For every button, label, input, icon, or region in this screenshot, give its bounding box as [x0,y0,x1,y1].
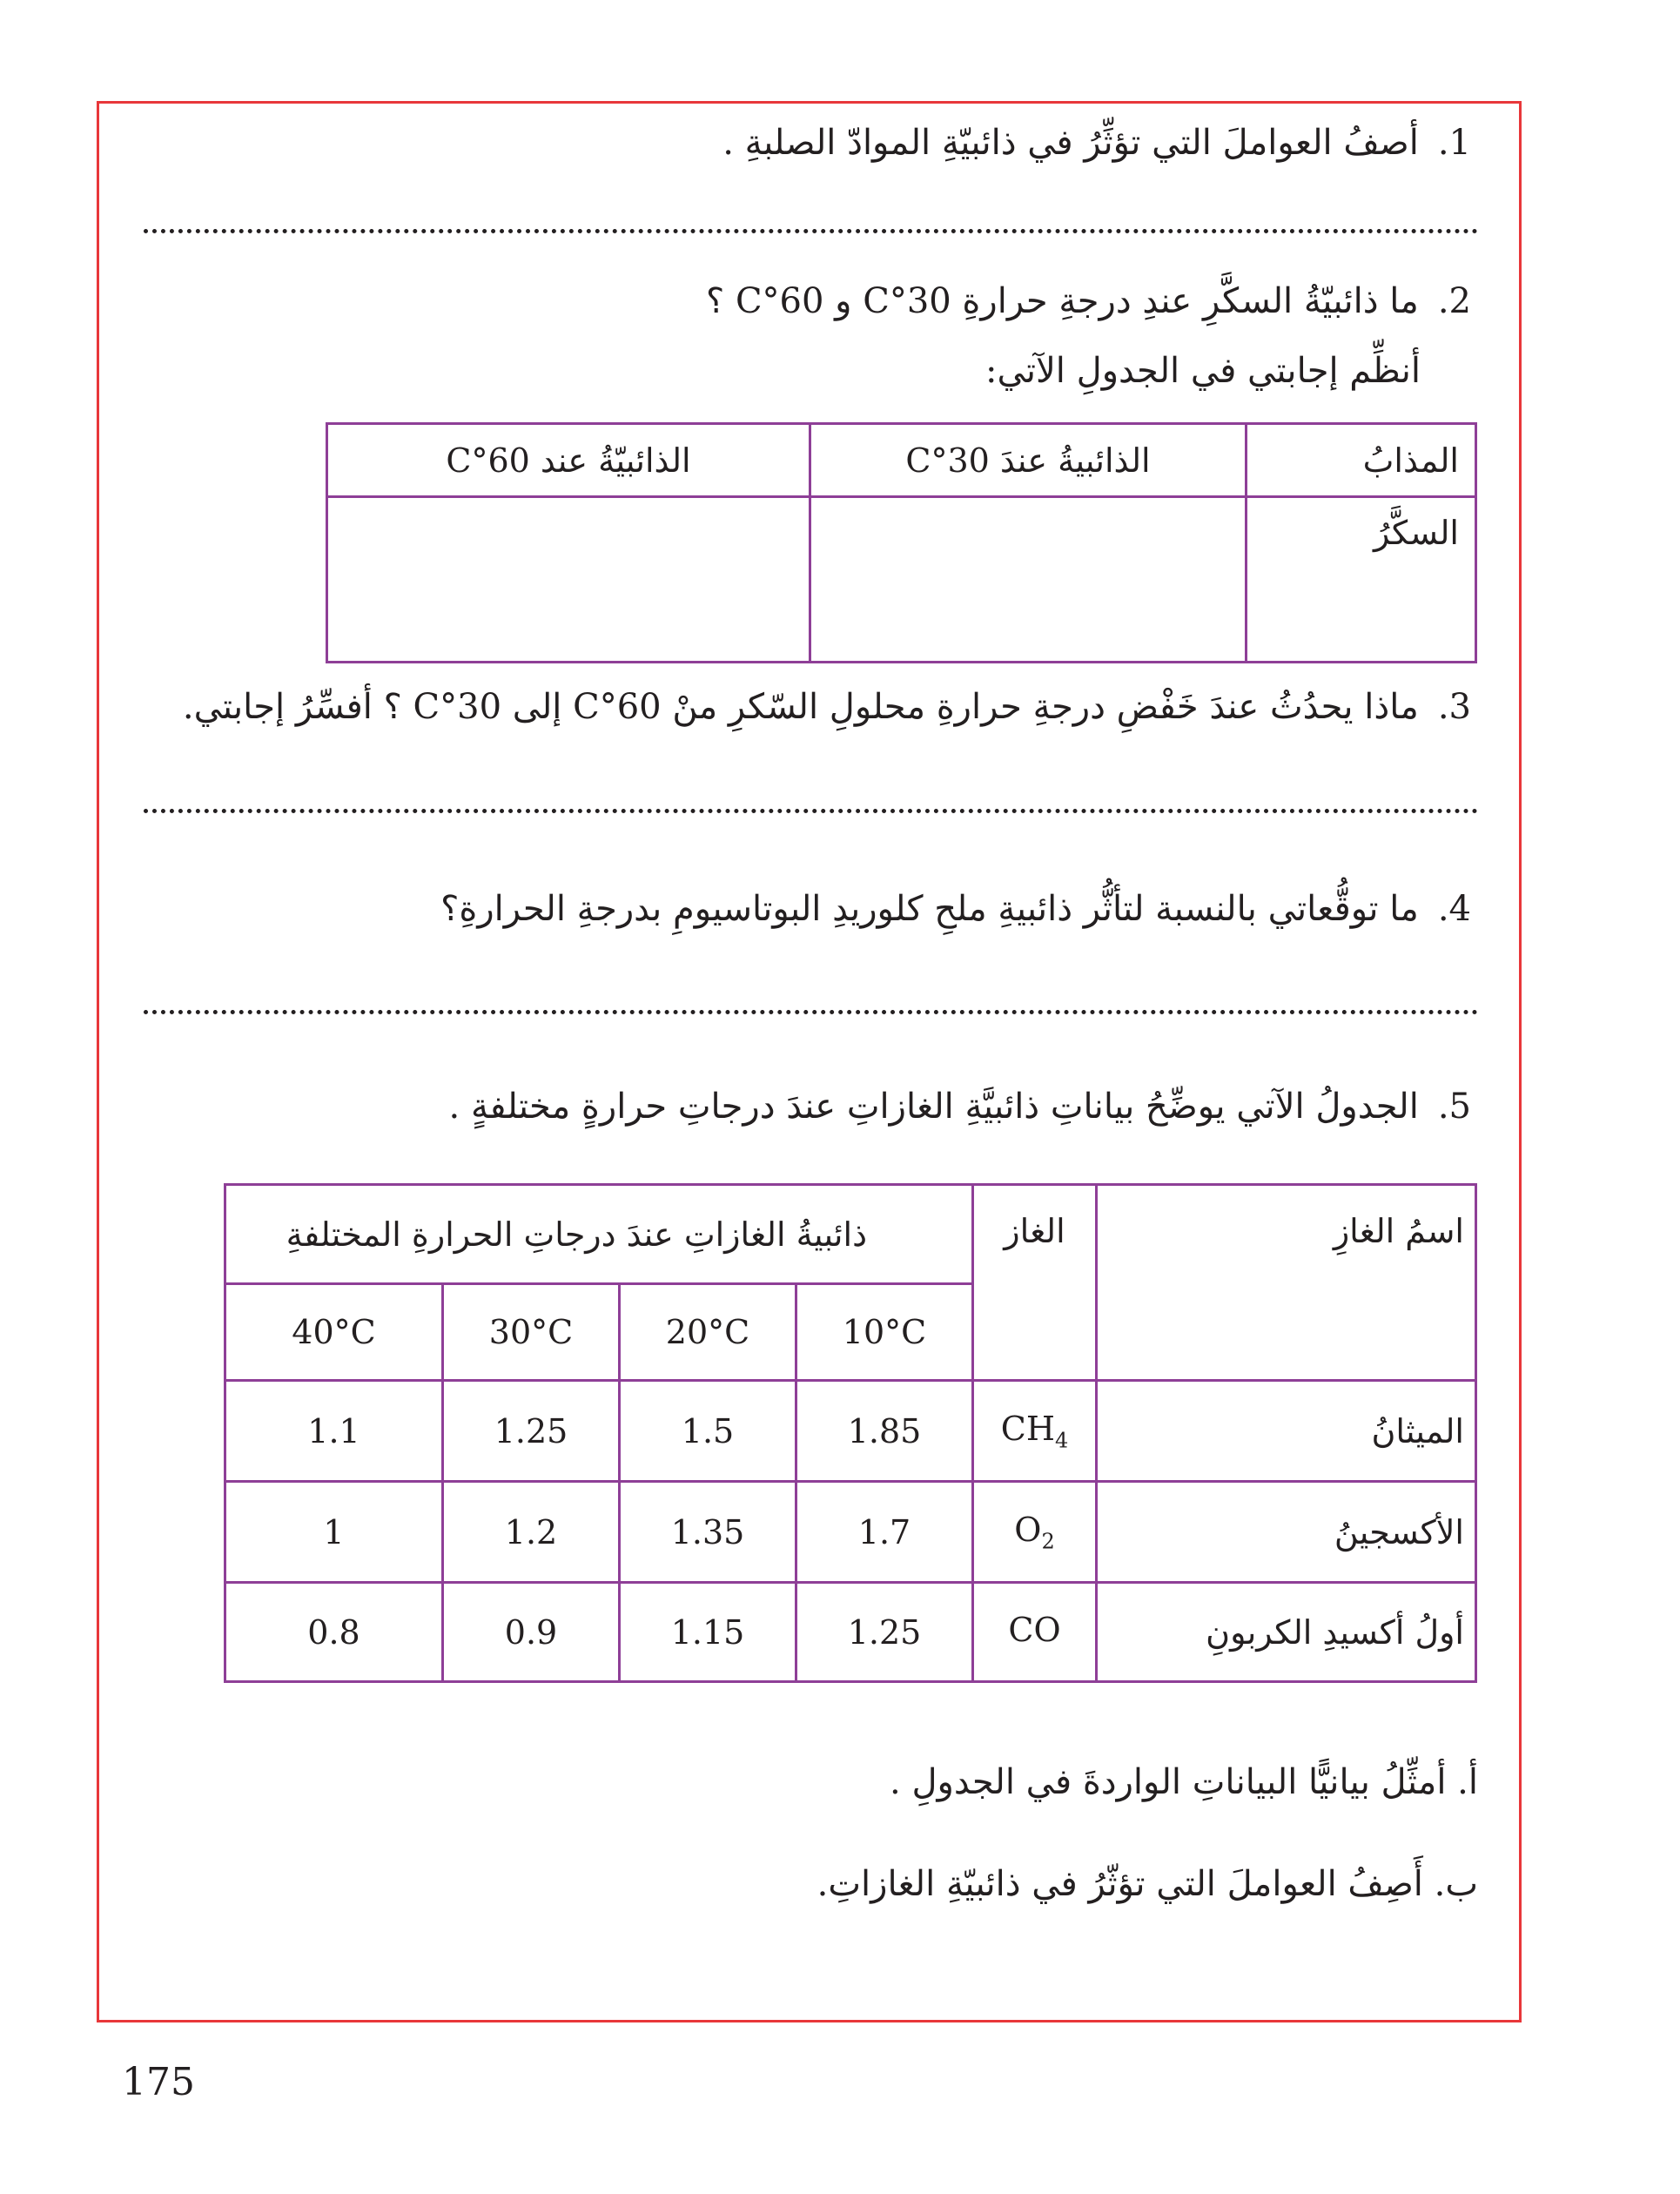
table-row [225,1381,1476,1482]
question-5a: أ. أمثِّلُ بيانيًّا البياناتِ الواردةَ في الجدولِ . [890,1762,1478,1802]
table-header-row [327,424,1476,497]
answer-cell-60c[interactable] [327,497,810,663]
question-2: 2.ما ذائبيّةُ السكَّرِ عندِ درجةِ حرارةِ 30°C و 60°C ؟ [705,281,1471,321]
value-cell: 1.5 [620,1381,796,1482]
sugar-solubility-table [326,422,1477,663]
header-60c: الذائبيّةُ عند 60°C [327,424,810,497]
value-cell: 1.1 [225,1381,443,1482]
gas-formula: $CH_4$ [973,1381,1097,1482]
header-temp: 20°C [620,1284,796,1381]
value-cell: 1.15 [620,1583,796,1682]
table-row [327,497,1476,663]
value-cell: 0.8 [225,1583,443,1682]
header-temp: 40°C [225,1284,443,1381]
header-30c: الذائبيةُ عندَ 30°C [810,424,1247,497]
value-cell: 0.9 [443,1583,620,1682]
header-temp: 10°C [796,1284,973,1381]
question-1: 1.أصفُ العواملَ التي تؤثِّرُ في ذائبيّةِ الموادّ الصلبةِ . [722,123,1471,163]
header-temp: 30°C [443,1284,620,1381]
gas-name: الأكسجينُ [1097,1482,1476,1583]
value-cell: 1.25 [796,1583,973,1682]
header-solubility: ذائبيةُ الغازاتِ عندَ درجاتِ الحرارةِ المختلفةِ [225,1185,973,1284]
answer-cell-30c[interactable] [810,497,1247,663]
table-row [225,1583,1476,1682]
gas-name: الميثانُ [1097,1381,1476,1482]
question-2-instruction: أنظِّم إجابتي في الجدولِ الآتي: [985,351,1421,391]
question-5: 5.الجدولُ الآتي يوضِّحُ بياناتِ ذائبيَّةِ الغازاتِ عندَ درجاتِ حرارةٍ مختلفةٍ . [448,1087,1471,1127]
table-header-row [225,1185,1476,1284]
gas-formula: CO [973,1583,1097,1682]
question-3: 3.ماذا يحدُثُ عندَ خَفْضِ درجةِ حرارةِ محلولِ السّكرِ منْ 60°C إلى 30°C ؟ أفسِّرُ إجابتي. [182,687,1471,727]
answer-line-3 [144,809,1478,813]
gas-formula: $O_2$ [973,1482,1097,1583]
question-4: 4.ما توقُّعاتي بالنسبة لتأثُّر ذائبيةِ ملحِ كلوريدِ البوتاسيومِ بدرجةِ الحرارةِ؟ [440,889,1471,929]
value-cell: 1 [225,1482,443,1583]
value-cell: 1.85 [796,1381,973,1482]
value-cell: 1.35 [620,1482,796,1583]
answer-line-4 [144,1010,1478,1014]
header-solute: المذابُ [1247,424,1476,497]
value-cell: 1.2 [443,1482,620,1583]
gas-name: أولُ أكسيدِ الكربونِ [1097,1583,1476,1682]
question-5b: ب. أَصِفُ العواملَ التي تؤثّرُ في ذائبيّةِ الغازاتِ. [816,1864,1478,1904]
header-gas-name: اسمُ الغازِ [1097,1185,1476,1381]
page-number: 175 [122,2060,195,2104]
value-cell: 1.25 [443,1381,620,1482]
value-cell: 1.7 [796,1482,973,1583]
gas-solubility-table [224,1183,1477,1683]
table-row [225,1482,1476,1583]
answer-line-1 [144,229,1478,233]
cell-solute: السكَّرُ [1247,497,1476,663]
header-gas-formula: الغاز [973,1185,1097,1381]
